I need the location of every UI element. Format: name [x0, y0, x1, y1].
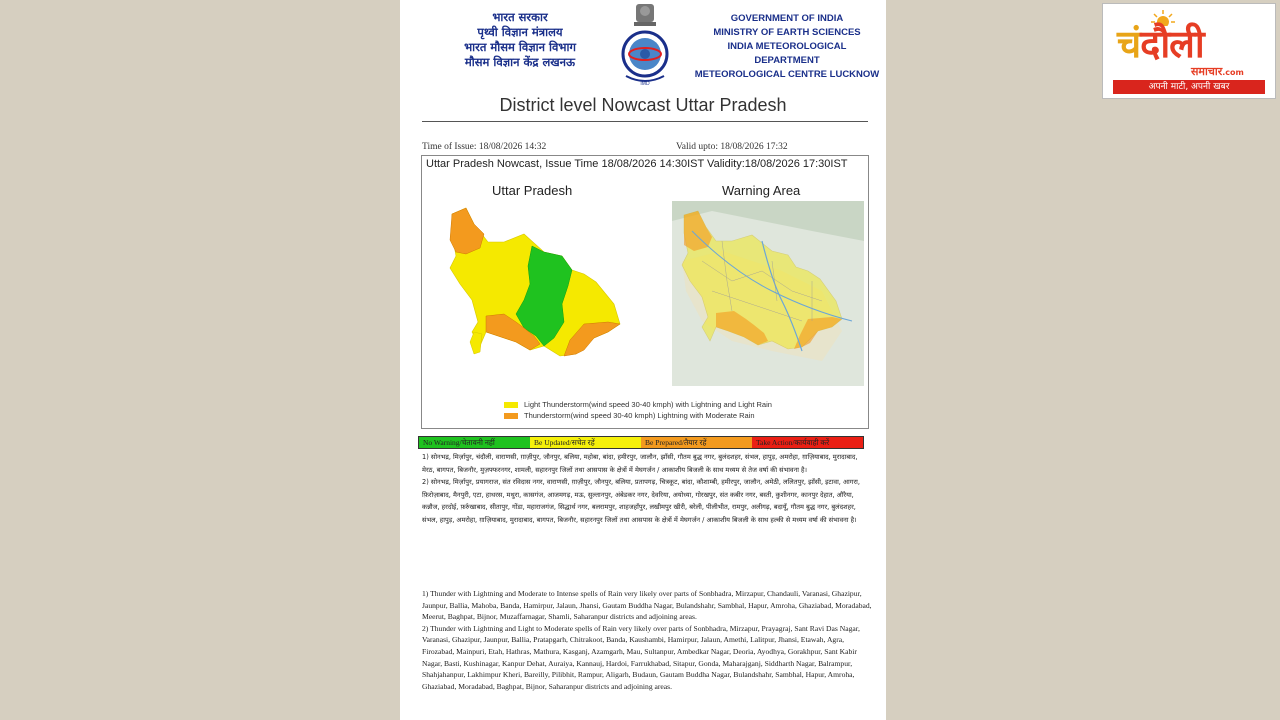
map-title-right: Warning Area — [722, 183, 801, 198]
legend-item — [504, 399, 772, 410]
map-title-left: Uttar Pradesh — [492, 183, 573, 198]
legend-label: Light Thunderstorm(wind speed 30-40 kmph) with Lightning and Light Rain — [524, 400, 772, 409]
header-hindi-line: मौसम विज्ञान केंद्र लखनऊ — [464, 55, 576, 69]
logo-rest: ंदौली — [1140, 22, 1204, 66]
header-english — [694, 12, 880, 82]
english-paragraph: 2) Thunder with Lightning and Light to Moderate spells of Rain very likely over parts of Sonbhadra, Mirzapur, Prayagraj, Sant Ravi Das Nagar, Varanasi, Ghazipur, Jaunpur, Ballia, Pratapgarh, Chitrakoot, Banda, Kaushambi, Hamirpur, Jalaun, Amethi, Lalitpur, Jhansi, Etawah, Agra, Firozabad, Mainpuri, Etah, Hathras, Mathura, Kasganj, Azamgarh, Mau, Sultanpur, Ambedkar Nagar, Deoria, Ayodhya, Gorakhpur, Sant Kabir Nagar, Basti, Kushinagar, Kanpur Dehat, Auraiya, Kannauj, Hardoi, Farrukhabad, Sitapur, Gonda, Maharajganj, Siddharth Nagar, Balrampur, Shahjahanpur, Lakhimpur Kheri, Bareilly, Pilibhit, Rampur, Aligarh, Budaun, Gautam Buddha Nagar, Bulandshahr, Sambhal, Hapur, Amroha, Ghaziabad, Moradabad, Baghpat, Bijnor, Saharanpur districts and adjoining areas. — [422, 623, 860, 691]
legend-swatch-yellow — [504, 402, 518, 408]
legend-swatch-orange — [504, 413, 518, 419]
take-action-cell: Take Action/कार्यवाही करें — [752, 437, 863, 448]
header-english-line: GOVERNMENT OF INDIA — [730, 13, 844, 24]
no-warning-cell: No Warning/चेतावनी नहीं — [419, 437, 530, 448]
be-prepared-cell: Be Prepared/तैयार रहें — [641, 437, 752, 448]
warning-area-map — [672, 201, 864, 386]
logo-subtitle — [1191, 64, 1244, 79]
valid-upto: Valid upto: 18/08/2026 17:32 — [676, 142, 788, 152]
header-hindi-line: भारत मौसम विज्ञान विभाग — [464, 40, 576, 54]
header-english-line: METEOROLOGICAL CENTRE LUCKNOW — [694, 69, 880, 80]
legend-item — [504, 410, 772, 421]
hindi-paragraph: 1) सोनभद्र, मिर्ज़ापुर, चंदौली, वाराणसी, ग़ाज़ीपुर, जौनपुर, बलिया, महोबा, बांदा, हमीरपुर, जालौन, झाँसी, गौतम बुद्ध नगर, बुलंदशहर, संभल, हापुड़, अमरोहा, ग़ाज़ियाबाद, मुरादाबाद, मेरठ, बागपत, बिजनौर, मुज़फ्फरनगर, शामली, सहारनपुर जिलों तथा आसपास के क्षेत्रों में मेघगर्जन / आकाशीय बिजली के साथ मध्यम से तेज वर्षा की संभावना है। — [422, 453, 858, 474]
header-hindi-line: भारत सरकार — [492, 10, 548, 24]
warning-color-bar — [418, 436, 864, 449]
header-hindi — [430, 10, 610, 70]
imd-emblem-icon — [620, 2, 670, 90]
hindi-forecast — [422, 451, 868, 526]
logo-tagline: अपनी माटी, अपनी खबर — [1113, 80, 1265, 94]
issue-time: Time of Issue: 18/08/2026 14:32 — [422, 142, 547, 152]
header-hindi-line: पृथ्वी विज्ञान मंत्रालय — [477, 25, 563, 39]
chandauli-samachar-logo[interactable] — [1102, 3, 1276, 99]
uttar-pradesh-map — [444, 204, 644, 364]
header-english-line: MINISTRY OF EARTH SCIENCES — [713, 27, 861, 38]
logo-wordmark — [1117, 24, 1204, 64]
logo-sub-text: समाचार — [1191, 65, 1223, 78]
logo-first-letter: च — [1117, 22, 1141, 66]
title-divider — [422, 121, 868, 122]
nowcast-document — [400, 0, 886, 720]
nowcast-map-panel — [421, 155, 869, 429]
emblem-text: IMD — [640, 81, 650, 87]
hindi-paragraph: 2) सोनभद्र, मिर्ज़ापुर, प्रयागराज, संत रविदास नगर, वाराणसी, ग़ाज़ीपुर, जौनपुर, बलिया, प्रतापगढ़, चित्रकूट, बांदा, कौशाम्बी, हमीरपुर, जालौन, अमेठी, ललितपुर, झाँसी, इटावा, आगरा, फ़िरोज़ाबाद, मैनपुरी, एटा, हाथरस, मथुरा, कासगंज, आजमगढ़, मऊ, सुल्तानपुर, अंबेडकर नगर, देवरिया, अयोध्या, गोरखपुर, संत कबीर नगर, बस्ती, कुशीनगर, कानपुर देहात, औरैया, कन्नौज, हरदोई, फ़र्रुखाबाद, सीतापुर, गोंडा, महाराजगंज, सिद्धार्थ नगर, बलरामपुर, शाहजहाँपुर, लखीमपुर खीरी, बरेली, पीलीभीत, रामपुर, अलीगढ़, बदायूँ, गौतम बुद्ध नगर, बुलंदशहर, संभल, हापुड़, अमरोहा, ग़ाज़ियाबाद, मुरादाबाद, बागपत, बिजनौर, सहारनपुर जिलों तथा आसपास के क्षेत्रों में मेघगर्जन / आकाशीय बिजली के साथ हल्की से मध्यम वर्षा की संभावना है। — [422, 478, 860, 524]
legend-label: Thunderstorm(wind speed 30-40 kmph) Lightning with Moderate Rain — [524, 411, 755, 420]
english-forecast — [422, 588, 872, 692]
logo-domain: .com — [1222, 68, 1244, 77]
map-legend — [504, 399, 772, 421]
english-paragraph: 1) Thunder with Lightning and Moderate to Intense spells of Rain very likely over parts of Sonbhadra, Mirzapur, Chandauli, Varanasi, Ghazipur, Jaunpur, Ballia, Mahoba, Banda, Hamirpur, Jalaun, Jhansi, Gautam Buddha Nagar, Bulandshahr, Sambhal, Hapur, Amroha, Ghaziabad, Moradabad, Meerut, Baghpat, Bijnor, Muzaffarnagar, Shamli, Saharanpur districts and adjoining areas. — [422, 589, 872, 622]
document-title: District level Nowcast Uttar Pradesh — [499, 95, 787, 115]
be-updated-cell: Be Updated/सचेत रहें — [530, 437, 641, 448]
header-english-line: INDIA METEOROLOGICAL DEPARTMENT — [727, 41, 847, 66]
map-caption: Uttar Pradesh Nowcast, Issue Time 18/08/2026 14:30IST Validity:18/08/2026 17:30IST — [426, 158, 848, 170]
